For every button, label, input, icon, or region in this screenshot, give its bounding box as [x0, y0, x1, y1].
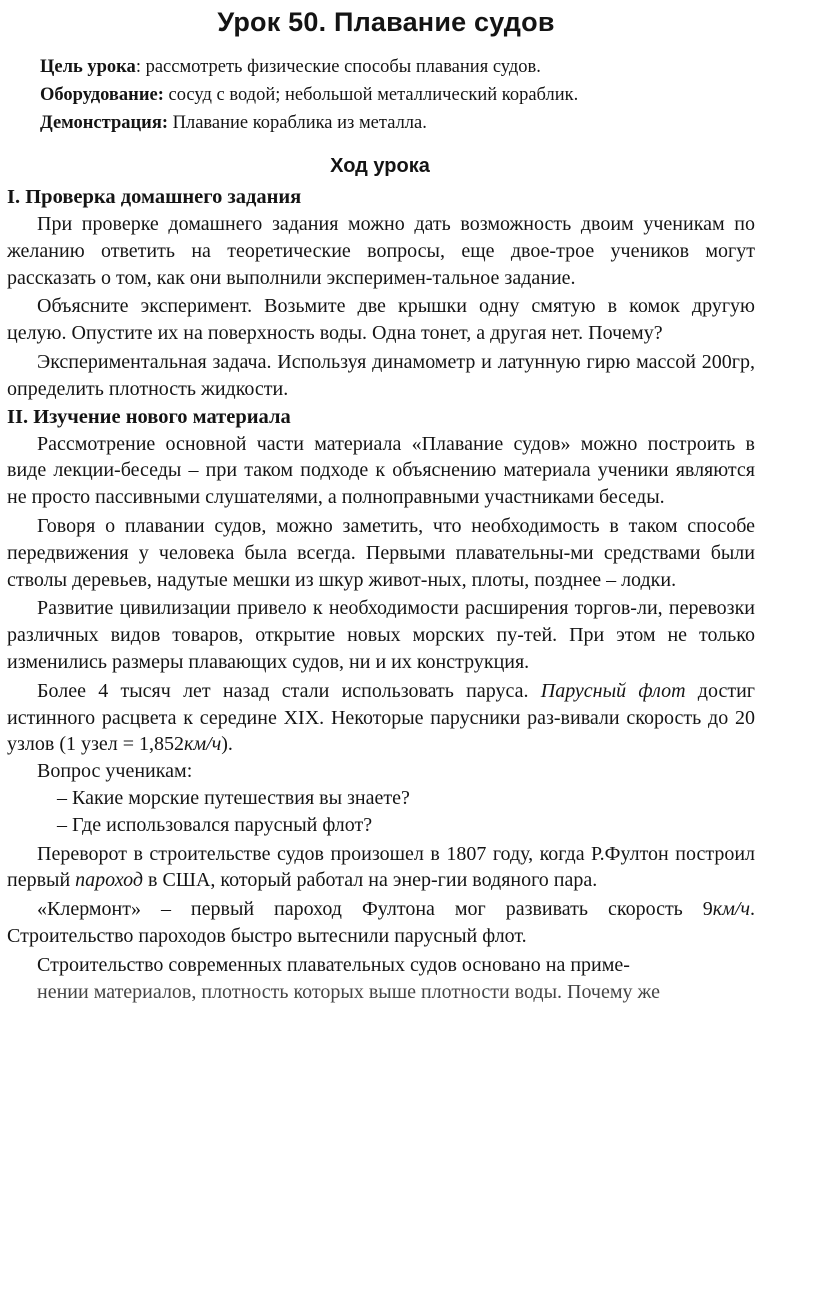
lesson-meta [40, 53, 780, 137]
lesson-progress-heading: Ход урока [330, 155, 430, 177]
paragraph-steamship [7, 841, 755, 895]
lesson-demonstration [40, 109, 780, 137]
paragraph: Развитие цивилизации привело к необходимости расширения торгов-ли, перевозки различных видов товаров, открытие новых морских пу-тей. При этом не только изменились размеры плавающих судов, ни и их конструкция. [7, 597, 755, 673]
demonstration-text: Плавание кораблика из металла. [167, 113, 427, 133]
paragraph: Строительство современных плавательных судов основано на приме- [37, 953, 630, 976]
text-run: в США, который работал на энер-гии водяного пара. [143, 869, 598, 892]
text-run: Переворот в строительстве судов произошел в 1807 году, когда Р.Фултон построил первый [7, 842, 755, 892]
paragraph: Объясните эксперимент. Возьмите две крышки одну смятую в комок другую целую. Опустите их на поверхность воды. Одна тонет, а другая нет. Почему? [7, 295, 755, 345]
paragraph: При проверке домашнего задания можно дать возможность двоим ученикам по желанию ответить на теоретические вопросы, еще двое-трое учеников могут рассказать о том, как они выполнили эксперимен-тальное задание. [7, 213, 755, 289]
text-run: достиг истинного расцвета к середине XIX. Некоторые парусники раз-вивали скорость до 20 узлов (1 узел = 1,852 [7, 679, 755, 756]
lesson-body [7, 183, 755, 1003]
paragraph: Говоря о плавании судов, можно заметить, что необходимость в таком способе передвижения у человека была всегда. Первыми плавательны-ми средствами были стволы деревьев, надутые мешки из шкур живот-ных, плоты, позднее – лодки. [7, 514, 755, 591]
goal-label: Цель урока [40, 57, 136, 77]
question-intro: Вопрос ученикам: [37, 760, 193, 783]
goal-text: : рассмотреть физические способы плавания судов. [135, 57, 541, 77]
lesson-equipment [40, 81, 780, 109]
paragraph: Рассмотрение основной части материала «Плавание судов» можно построить в виде лекции-беседы – при таком подходе к объяснению материала ученики являются не просто пассивными слушателями, а полноправными участниками беседы. [7, 432, 755, 509]
italic-term: Парусный флот [540, 679, 686, 702]
text-run: «Клермонт» – первый пароход Фултона мог развивать скорость 9 [37, 898, 713, 921]
question-item: – Какие морские путешествия вы знаете? [57, 786, 410, 809]
unit: км/ч [712, 898, 750, 921]
text-run: Более 4 тысяч лет назад стали использовать паруса. [37, 679, 541, 702]
page-title: Урок 50. Плавание судов [217, 7, 555, 37]
paragraph-sailing-fleet [7, 678, 755, 758]
text-run: . Строительство пароходов быстро вытеснили парусный флот. [7, 898, 755, 947]
italic-term: пароход [75, 869, 144, 892]
unit: км/ч [184, 733, 222, 756]
question-item: – Где использовался парусный флот? [57, 813, 373, 836]
paragraph-clermont [7, 896, 755, 950]
text-run: ). [221, 733, 233, 756]
section-heading-homework: I. Проверка домашнего задания [7, 186, 302, 208]
demonstration-label: Демонстрация: [40, 113, 168, 133]
paragraph: Экспериментальная задача. Используя динамометр и латунную гирю массой 200гр, определить плотность жидкости. [7, 350, 755, 400]
equipment-label: Оборудование: [40, 85, 164, 105]
equipment-text: сосуд с водой; небольшой металлический кораблик. [163, 85, 579, 105]
section-heading-new-material: II. Изучение нового материала [7, 405, 291, 428]
truncated-line: нении материалов, плотность которых выше плотности воды. Почему же [37, 980, 660, 1003]
lesson-goal [40, 53, 780, 81]
